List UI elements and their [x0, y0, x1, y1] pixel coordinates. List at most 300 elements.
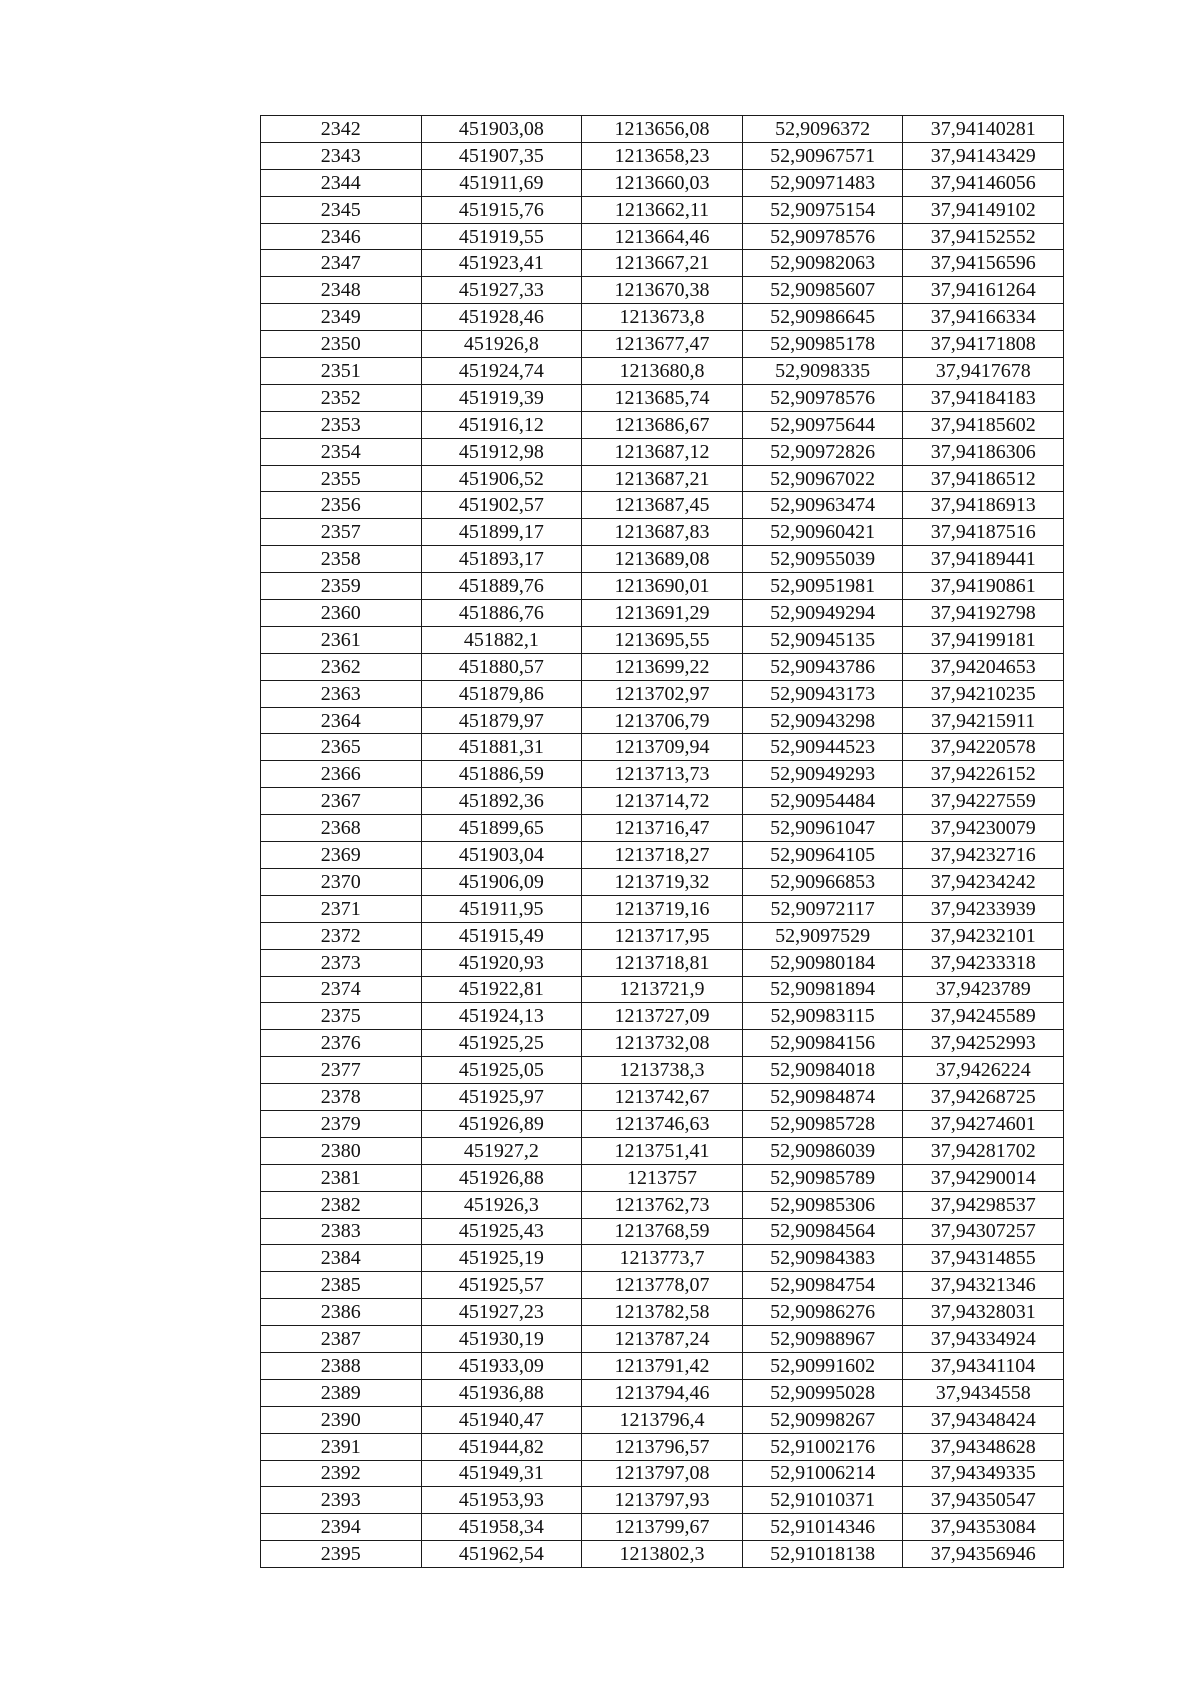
- table-row: [261, 707, 1064, 734]
- y-coordinate-cell: 1213713,73: [582, 761, 743, 788]
- table-row: [261, 788, 1064, 815]
- point-number-cell: 2358: [261, 546, 422, 573]
- y-coordinate-cell: 1213773,7: [582, 1245, 743, 1272]
- longitude-cell: 37,94290014: [903, 1164, 1064, 1191]
- point-number-cell: 2384: [261, 1245, 422, 1272]
- y-coordinate-cell: 1213797,93: [582, 1487, 743, 1514]
- y-coordinate-cell: 1213691,29: [582, 600, 743, 627]
- point-number-cell: 2342: [261, 116, 422, 143]
- table-row: [261, 546, 1064, 573]
- latitude-cell: 52,90967571: [742, 142, 903, 169]
- latitude-cell: 52,90988967: [742, 1326, 903, 1353]
- point-number-cell: 2361: [261, 626, 422, 653]
- point-number-cell: 2381: [261, 1164, 422, 1191]
- y-coordinate-cell: 1213732,08: [582, 1030, 743, 1057]
- y-coordinate-cell: 1213719,32: [582, 868, 743, 895]
- latitude-cell: 52,90943173: [742, 680, 903, 707]
- point-number-cell: 2367: [261, 788, 422, 815]
- longitude-cell: 37,9434558: [903, 1379, 1064, 1406]
- longitude-cell: 37,94350547: [903, 1487, 1064, 1514]
- table-row: [261, 1084, 1064, 1111]
- longitude-cell: 37,94210235: [903, 680, 1064, 707]
- x-coordinate-cell: 451944,82: [421, 1433, 582, 1460]
- latitude-cell: 52,90967022: [742, 465, 903, 492]
- x-coordinate-cell: 451902,57: [421, 492, 582, 519]
- x-coordinate-cell: 451925,05: [421, 1057, 582, 1084]
- latitude-cell: 52,90983115: [742, 1003, 903, 1030]
- y-coordinate-cell: 1213706,79: [582, 707, 743, 734]
- x-coordinate-cell: 451915,76: [421, 196, 582, 223]
- latitude-cell: 52,90972826: [742, 438, 903, 465]
- point-number-cell: 2387: [261, 1326, 422, 1353]
- x-coordinate-cell: 451881,31: [421, 734, 582, 761]
- x-coordinate-cell: 451916,12: [421, 411, 582, 438]
- point-number-cell: 2362: [261, 653, 422, 680]
- point-number-cell: 2344: [261, 169, 422, 196]
- longitude-cell: 37,94199181: [903, 626, 1064, 653]
- x-coordinate-cell: 451919,39: [421, 384, 582, 411]
- point-number-cell: 2346: [261, 223, 422, 250]
- y-coordinate-cell: 1213687,21: [582, 465, 743, 492]
- y-coordinate-cell: 1213718,27: [582, 842, 743, 869]
- x-coordinate-cell: 451926,8: [421, 331, 582, 358]
- x-coordinate-cell: 451927,33: [421, 277, 582, 304]
- table-row: [261, 465, 1064, 492]
- point-number-cell: 2352: [261, 384, 422, 411]
- latitude-cell: 52,90984754: [742, 1272, 903, 1299]
- point-number-cell: 2360: [261, 600, 422, 627]
- x-coordinate-cell: 451919,55: [421, 223, 582, 250]
- table-row: [261, 626, 1064, 653]
- table-row: [261, 142, 1064, 169]
- latitude-cell: 52,90991602: [742, 1352, 903, 1379]
- latitude-cell: 52,90986645: [742, 304, 903, 331]
- x-coordinate-cell: 451928,46: [421, 304, 582, 331]
- y-coordinate-cell: 1213680,8: [582, 358, 743, 385]
- latitude-cell: 52,91018138: [742, 1541, 903, 1568]
- y-coordinate-cell: 1213714,72: [582, 788, 743, 815]
- y-coordinate-cell: 1213787,24: [582, 1326, 743, 1353]
- point-number-cell: 2351: [261, 358, 422, 385]
- x-coordinate-cell: 451926,3: [421, 1191, 582, 1218]
- table-row: [261, 949, 1064, 976]
- longitude-cell: 37,94233939: [903, 895, 1064, 922]
- y-coordinate-cell: 1213717,95: [582, 922, 743, 949]
- longitude-cell: 37,94314855: [903, 1245, 1064, 1272]
- table-row: [261, 1299, 1064, 1326]
- longitude-cell: 37,94161264: [903, 277, 1064, 304]
- point-number-cell: 2368: [261, 815, 422, 842]
- table-row: [261, 1541, 1064, 1568]
- longitude-cell: 37,94220578: [903, 734, 1064, 761]
- x-coordinate-cell: 451899,65: [421, 815, 582, 842]
- point-number-cell: 2359: [261, 573, 422, 600]
- y-coordinate-cell: 1213658,23: [582, 142, 743, 169]
- latitude-cell: 52,90985728: [742, 1110, 903, 1137]
- latitude-cell: 52,90963474: [742, 492, 903, 519]
- y-coordinate-cell: 1213656,08: [582, 116, 743, 143]
- table-row: [261, 734, 1064, 761]
- y-coordinate-cell: 1213660,03: [582, 169, 743, 196]
- table-row: [261, 1272, 1064, 1299]
- table-row: [261, 842, 1064, 869]
- table-row: [261, 868, 1064, 895]
- x-coordinate-cell: 451892,36: [421, 788, 582, 815]
- point-number-cell: 2371: [261, 895, 422, 922]
- latitude-cell: 52,90984874: [742, 1084, 903, 1111]
- point-number-cell: 2357: [261, 519, 422, 546]
- y-coordinate-cell: 1213719,16: [582, 895, 743, 922]
- point-number-cell: 2394: [261, 1514, 422, 1541]
- y-coordinate-cell: 1213721,9: [582, 976, 743, 1003]
- table-row: [261, 1352, 1064, 1379]
- y-coordinate-cell: 1213746,63: [582, 1110, 743, 1137]
- longitude-cell: 37,94307257: [903, 1218, 1064, 1245]
- longitude-cell: 37,94186512: [903, 465, 1064, 492]
- latitude-cell: 52,91002176: [742, 1433, 903, 1460]
- latitude-cell: 52,9096372: [742, 116, 903, 143]
- table-row: [261, 1326, 1064, 1353]
- y-coordinate-cell: 1213797,08: [582, 1460, 743, 1487]
- latitude-cell: 52,90986276: [742, 1299, 903, 1326]
- point-number-cell: 2373: [261, 949, 422, 976]
- y-coordinate-cell: 1213690,01: [582, 573, 743, 600]
- point-number-cell: 2379: [261, 1110, 422, 1137]
- table-row: [261, 1487, 1064, 1514]
- coordinates-table-body: [261, 116, 1064, 1568]
- longitude-cell: 37,94226152: [903, 761, 1064, 788]
- point-number-cell: 2355: [261, 465, 422, 492]
- y-coordinate-cell: 1213802,3: [582, 1541, 743, 1568]
- longitude-cell: 37,9426224: [903, 1057, 1064, 1084]
- longitude-cell: 37,94348628: [903, 1433, 1064, 1460]
- latitude-cell: 52,90985178: [742, 331, 903, 358]
- x-coordinate-cell: 451911,69: [421, 169, 582, 196]
- latitude-cell: 52,90985607: [742, 277, 903, 304]
- latitude-cell: 52,90981894: [742, 976, 903, 1003]
- latitude-cell: 52,90978576: [742, 223, 903, 250]
- point-number-cell: 2392: [261, 1460, 422, 1487]
- point-number-cell: 2369: [261, 842, 422, 869]
- table-row: [261, 169, 1064, 196]
- table-row: [261, 384, 1064, 411]
- table-row: [261, 1406, 1064, 1433]
- x-coordinate-cell: 451925,43: [421, 1218, 582, 1245]
- x-coordinate-cell: 451915,49: [421, 922, 582, 949]
- y-coordinate-cell: 1213799,67: [582, 1514, 743, 1541]
- y-coordinate-cell: 1213670,38: [582, 277, 743, 304]
- latitude-cell: 52,90955039: [742, 546, 903, 573]
- table-row: [261, 1164, 1064, 1191]
- x-coordinate-cell: 451906,09: [421, 868, 582, 895]
- point-number-cell: 2365: [261, 734, 422, 761]
- table-row: [261, 573, 1064, 600]
- longitude-cell: 37,94321346: [903, 1272, 1064, 1299]
- x-coordinate-cell: 451899,17: [421, 519, 582, 546]
- table-row: [261, 1057, 1064, 1084]
- latitude-cell: 52,91006214: [742, 1460, 903, 1487]
- longitude-cell: 37,94232716: [903, 842, 1064, 869]
- point-number-cell: 2391: [261, 1433, 422, 1460]
- table-row: [261, 1191, 1064, 1218]
- point-number-cell: 2348: [261, 277, 422, 304]
- x-coordinate-cell: 451889,76: [421, 573, 582, 600]
- table-row: [261, 196, 1064, 223]
- x-coordinate-cell: 451933,09: [421, 1352, 582, 1379]
- longitude-cell: 37,94298537: [903, 1191, 1064, 1218]
- longitude-cell: 37,94252993: [903, 1030, 1064, 1057]
- longitude-cell: 37,94185602: [903, 411, 1064, 438]
- longitude-cell: 37,94149102: [903, 196, 1064, 223]
- table-row: [261, 680, 1064, 707]
- longitude-cell: 37,94341104: [903, 1352, 1064, 1379]
- table-row: [261, 1245, 1064, 1272]
- x-coordinate-cell: 451922,81: [421, 976, 582, 1003]
- y-coordinate-cell: 1213768,59: [582, 1218, 743, 1245]
- latitude-cell: 52,90954484: [742, 788, 903, 815]
- point-number-cell: 2382: [261, 1191, 422, 1218]
- latitude-cell: 52,90943298: [742, 707, 903, 734]
- x-coordinate-cell: 451924,13: [421, 1003, 582, 1030]
- y-coordinate-cell: 1213677,47: [582, 331, 743, 358]
- longitude-cell: 37,94349335: [903, 1460, 1064, 1487]
- x-coordinate-cell: 451925,19: [421, 1245, 582, 1272]
- x-coordinate-cell: 451903,08: [421, 116, 582, 143]
- table-row: [261, 895, 1064, 922]
- x-coordinate-cell: 451879,86: [421, 680, 582, 707]
- longitude-cell: 37,94190861: [903, 573, 1064, 600]
- x-coordinate-cell: 451926,89: [421, 1110, 582, 1137]
- x-coordinate-cell: 451940,47: [421, 1406, 582, 1433]
- point-number-cell: 2356: [261, 492, 422, 519]
- latitude-cell: 52,90984156: [742, 1030, 903, 1057]
- longitude-cell: 37,94232101: [903, 922, 1064, 949]
- point-number-cell: 2363: [261, 680, 422, 707]
- table-row: [261, 1110, 1064, 1137]
- point-number-cell: 2376: [261, 1030, 422, 1057]
- y-coordinate-cell: 1213685,74: [582, 384, 743, 411]
- longitude-cell: 37,94353084: [903, 1514, 1064, 1541]
- table-row: [261, 1379, 1064, 1406]
- point-number-cell: 2375: [261, 1003, 422, 1030]
- y-coordinate-cell: 1213794,46: [582, 1379, 743, 1406]
- latitude-cell: 52,9098335: [742, 358, 903, 385]
- y-coordinate-cell: 1213796,4: [582, 1406, 743, 1433]
- y-coordinate-cell: 1213699,22: [582, 653, 743, 680]
- latitude-cell: 52,90998267: [742, 1406, 903, 1433]
- longitude-cell: 37,94192798: [903, 600, 1064, 627]
- x-coordinate-cell: 451920,93: [421, 949, 582, 976]
- latitude-cell: 52,90951981: [742, 573, 903, 600]
- y-coordinate-cell: 1213667,21: [582, 250, 743, 277]
- table-row: [261, 250, 1064, 277]
- latitude-cell: 52,90945135: [742, 626, 903, 653]
- point-number-cell: 2354: [261, 438, 422, 465]
- table-row: [261, 1514, 1064, 1541]
- point-number-cell: 2385: [261, 1272, 422, 1299]
- y-coordinate-cell: 1213742,67: [582, 1084, 743, 1111]
- y-coordinate-cell: 1213762,73: [582, 1191, 743, 1218]
- longitude-cell: 37,94189441: [903, 546, 1064, 573]
- latitude-cell: 52,90985306: [742, 1191, 903, 1218]
- table-row: [261, 1030, 1064, 1057]
- latitude-cell: 52,90985789: [742, 1164, 903, 1191]
- longitude-cell: 37,94234242: [903, 868, 1064, 895]
- table-row: [261, 277, 1064, 304]
- table-row: [261, 1218, 1064, 1245]
- latitude-cell: 52,90980184: [742, 949, 903, 976]
- table-row: [261, 1460, 1064, 1487]
- longitude-cell: 37,94356946: [903, 1541, 1064, 1568]
- x-coordinate-cell: 451880,57: [421, 653, 582, 680]
- x-coordinate-cell: 451924,74: [421, 358, 582, 385]
- table-row: [261, 815, 1064, 842]
- y-coordinate-cell: 1213782,58: [582, 1299, 743, 1326]
- latitude-cell: 52,90966853: [742, 868, 903, 895]
- longitude-cell: 37,94334924: [903, 1326, 1064, 1353]
- table-row: [261, 600, 1064, 627]
- latitude-cell: 52,90982063: [742, 250, 903, 277]
- table-row: [261, 1137, 1064, 1164]
- x-coordinate-cell: 451949,31: [421, 1460, 582, 1487]
- table-row: [261, 1003, 1064, 1030]
- y-coordinate-cell: 1213689,08: [582, 546, 743, 573]
- coordinates-table: [260, 115, 1064, 1568]
- y-coordinate-cell: 1213662,11: [582, 196, 743, 223]
- x-coordinate-cell: 451930,19: [421, 1326, 582, 1353]
- longitude-cell: 37,9417678: [903, 358, 1064, 385]
- point-number-cell: 2388: [261, 1352, 422, 1379]
- y-coordinate-cell: 1213796,57: [582, 1433, 743, 1460]
- latitude-cell: 52,90978576: [742, 384, 903, 411]
- x-coordinate-cell: 451886,59: [421, 761, 582, 788]
- latitude-cell: 52,90944523: [742, 734, 903, 761]
- table-row: [261, 761, 1064, 788]
- x-coordinate-cell: 451925,97: [421, 1084, 582, 1111]
- longitude-cell: 37,94215911: [903, 707, 1064, 734]
- y-coordinate-cell: 1213709,94: [582, 734, 743, 761]
- longitude-cell: 37,94274601: [903, 1110, 1064, 1137]
- point-number-cell: 2377: [261, 1057, 422, 1084]
- latitude-cell: 52,90964105: [742, 842, 903, 869]
- longitude-cell: 37,94186913: [903, 492, 1064, 519]
- point-number-cell: 2343: [261, 142, 422, 169]
- table-row: [261, 304, 1064, 331]
- longitude-cell: 37,94140281: [903, 116, 1064, 143]
- latitude-cell: 52,90960421: [742, 519, 903, 546]
- x-coordinate-cell: 451927,2: [421, 1137, 582, 1164]
- longitude-cell: 37,94281702: [903, 1137, 1064, 1164]
- latitude-cell: 52,90975644: [742, 411, 903, 438]
- latitude-cell: 52,90949293: [742, 761, 903, 788]
- table-row: [261, 438, 1064, 465]
- longitude-cell: 37,94328031: [903, 1299, 1064, 1326]
- y-coordinate-cell: 1213702,97: [582, 680, 743, 707]
- point-number-cell: 2349: [261, 304, 422, 331]
- table-row: [261, 331, 1064, 358]
- longitude-cell: 37,94156596: [903, 250, 1064, 277]
- longitude-cell: 37,94233318: [903, 949, 1064, 976]
- x-coordinate-cell: 451953,93: [421, 1487, 582, 1514]
- y-coordinate-cell: 1213791,42: [582, 1352, 743, 1379]
- latitude-cell: 52,90961047: [742, 815, 903, 842]
- point-number-cell: 2347: [261, 250, 422, 277]
- point-number-cell: 2353: [261, 411, 422, 438]
- point-number-cell: 2383: [261, 1218, 422, 1245]
- x-coordinate-cell: 451882,1: [421, 626, 582, 653]
- latitude-cell: 52,90984564: [742, 1218, 903, 1245]
- y-coordinate-cell: 1213718,81: [582, 949, 743, 976]
- x-coordinate-cell: 451925,25: [421, 1030, 582, 1057]
- x-coordinate-cell: 451927,23: [421, 1299, 582, 1326]
- x-coordinate-cell: 451886,76: [421, 600, 582, 627]
- y-coordinate-cell: 1213778,07: [582, 1272, 743, 1299]
- latitude-cell: 52,90975154: [742, 196, 903, 223]
- longitude-cell: 37,94187516: [903, 519, 1064, 546]
- longitude-cell: 37,94146056: [903, 169, 1064, 196]
- y-coordinate-cell: 1213695,55: [582, 626, 743, 653]
- longitude-cell: 37,94348424: [903, 1406, 1064, 1433]
- longitude-cell: 37,94268725: [903, 1084, 1064, 1111]
- table-row: [261, 116, 1064, 143]
- x-coordinate-cell: 451912,98: [421, 438, 582, 465]
- point-number-cell: 2350: [261, 331, 422, 358]
- point-number-cell: 2393: [261, 1487, 422, 1514]
- table-row: [261, 519, 1064, 546]
- latitude-cell: 52,9097529: [742, 922, 903, 949]
- x-coordinate-cell: 451893,17: [421, 546, 582, 573]
- latitude-cell: 52,90972117: [742, 895, 903, 922]
- point-number-cell: 2345: [261, 196, 422, 223]
- y-coordinate-cell: 1213738,3: [582, 1057, 743, 1084]
- y-coordinate-cell: 1213716,47: [582, 815, 743, 842]
- x-coordinate-cell: 451925,57: [421, 1272, 582, 1299]
- point-number-cell: 2389: [261, 1379, 422, 1406]
- longitude-cell: 37,94166334: [903, 304, 1064, 331]
- x-coordinate-cell: 451926,88: [421, 1164, 582, 1191]
- latitude-cell: 52,90984383: [742, 1245, 903, 1272]
- latitude-cell: 52,90971483: [742, 169, 903, 196]
- y-coordinate-cell: 1213673,8: [582, 304, 743, 331]
- point-number-cell: 2378: [261, 1084, 422, 1111]
- longitude-cell: 37,94204653: [903, 653, 1064, 680]
- table-row: [261, 1433, 1064, 1460]
- y-coordinate-cell: 1213686,67: [582, 411, 743, 438]
- x-coordinate-cell: 451903,04: [421, 842, 582, 869]
- point-number-cell: 2380: [261, 1137, 422, 1164]
- table-row: [261, 922, 1064, 949]
- table-row: [261, 976, 1064, 1003]
- x-coordinate-cell: 451962,54: [421, 1541, 582, 1568]
- point-number-cell: 2386: [261, 1299, 422, 1326]
- table-row: [261, 223, 1064, 250]
- point-number-cell: 2366: [261, 761, 422, 788]
- y-coordinate-cell: 1213687,45: [582, 492, 743, 519]
- table-row: [261, 653, 1064, 680]
- point-number-cell: 2372: [261, 922, 422, 949]
- point-number-cell: 2395: [261, 1541, 422, 1568]
- x-coordinate-cell: 451906,52: [421, 465, 582, 492]
- latitude-cell: 52,90949294: [742, 600, 903, 627]
- y-coordinate-cell: 1213664,46: [582, 223, 743, 250]
- x-coordinate-cell: 451923,41: [421, 250, 582, 277]
- longitude-cell: 37,9423789: [903, 976, 1064, 1003]
- latitude-cell: 52,90943786: [742, 653, 903, 680]
- point-number-cell: 2364: [261, 707, 422, 734]
- point-number-cell: 2390: [261, 1406, 422, 1433]
- point-number-cell: 2374: [261, 976, 422, 1003]
- y-coordinate-cell: 1213727,09: [582, 1003, 743, 1030]
